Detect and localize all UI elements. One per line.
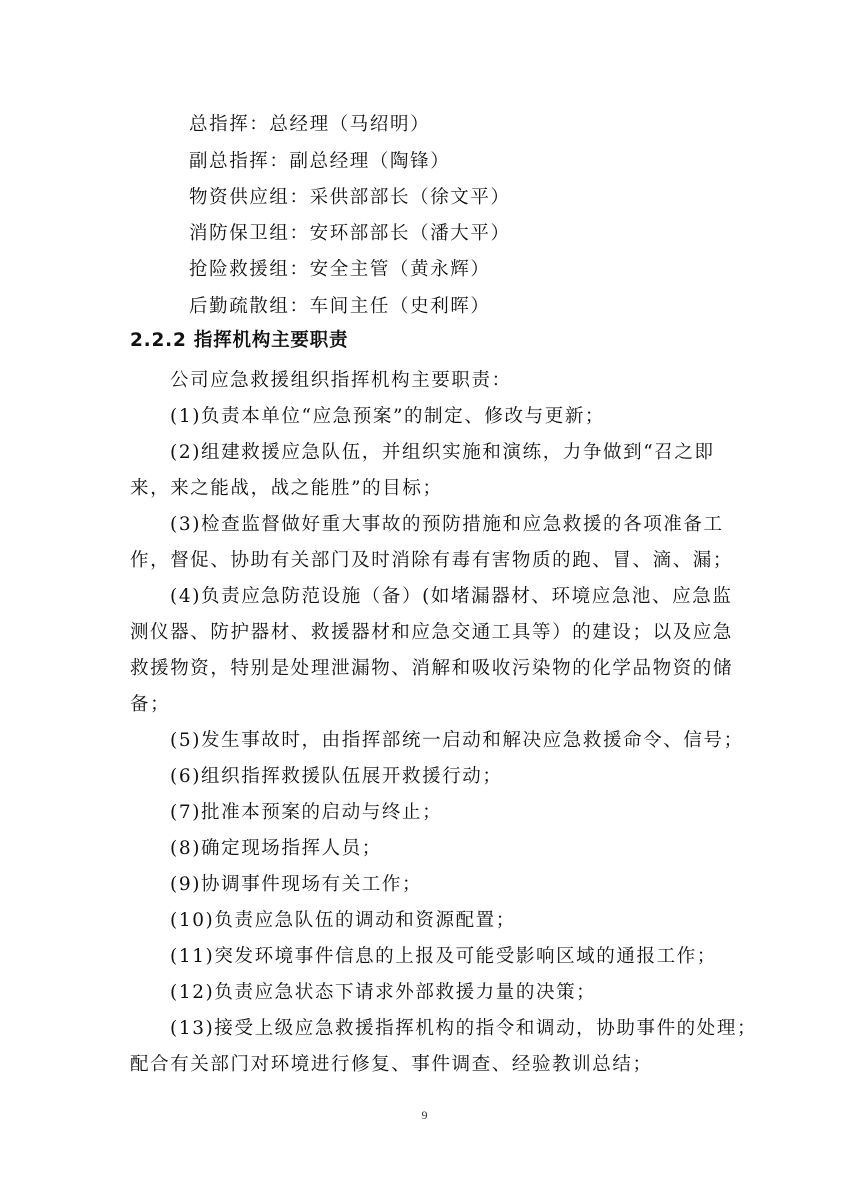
roster-line-deputy-commander: 副总指挥：副总经理（陶锋） xyxy=(189,151,451,172)
section-heading: 2.2.2 指挥机构主要职责 xyxy=(130,330,349,351)
duty-line: (8)确定现场指挥人员； xyxy=(170,838,382,859)
duty-line: (12)负责应急状态下请求外部救援力量的决策； xyxy=(170,982,597,1003)
roster-line-supply-group: 物资供应组：采供部部长（徐文平） xyxy=(189,187,511,208)
duty-line: (10)负责应急队伍的调动和资源配置； xyxy=(170,910,516,931)
roster-line-fire-security-group: 消防保卫组：安环部部长（潘大平） xyxy=(189,223,511,244)
duty-line: (2)组建救援应急队伍，并组织实施和演练，力争做到“召之即 xyxy=(170,442,715,463)
duty-line: (9)协调事件现场有关工作； xyxy=(170,874,423,895)
duty-line: (4)负责应急防范设施（备）(如堵漏器材、环境应急池、应急监 xyxy=(170,586,733,607)
duty-line: (7)批准本预案的启动与终止； xyxy=(170,802,443,823)
roster-line-commander: 总指挥：总经理（马绍明） xyxy=(189,114,431,135)
duty-line: 配合有关部门对环境进行修复、事件调查、经验教训总结； xyxy=(130,1054,653,1075)
section-intro: 公司应急救援组织指挥机构主要职责： xyxy=(170,370,512,391)
duty-line: (5)发生事故时，由指挥部统一启动和解决应急救援命令、信号； xyxy=(170,730,744,751)
duty-line: 作，督促、协助有关部门及时消除有毒有害物质的跑、冒、滴、漏； xyxy=(130,550,734,571)
duty-line: (13)接受上级应急救援指挥机构的指令和调动，协助事件的处理； xyxy=(170,1018,758,1039)
duty-line: 来，来之能战，战之能胜”的目标； xyxy=(130,478,443,499)
duty-line: (11)突发环境事件信息的上报及可能受影响区域的通报工作； xyxy=(170,946,717,967)
duty-line: (1)负责本单位“应急预案”的制定、修改与更新； xyxy=(170,406,606,427)
page-number: 9 xyxy=(421,1108,428,1122)
duty-line: 备； xyxy=(130,694,171,715)
roster-line-logistics-group: 后勤疏散组：车间主任（史利晖） xyxy=(189,296,491,317)
duty-line: 救援物资，特别是处理泄漏物、消解和吸收污染物的化学品物资的储 xyxy=(130,658,734,679)
duty-line: (3)检查监督做好重大事故的预防措施和应急救援的各项准备工 xyxy=(170,514,724,535)
duty-line: 测仪器、防护器材、救援器材和应急交通工具等）的建设；以及应急 xyxy=(130,622,734,643)
duty-line: (6)组织指挥救援队伍展开救援行动； xyxy=(170,766,503,787)
roster-line-rescue-group: 抢险救援组：安全主管（黄永辉） xyxy=(189,259,491,280)
